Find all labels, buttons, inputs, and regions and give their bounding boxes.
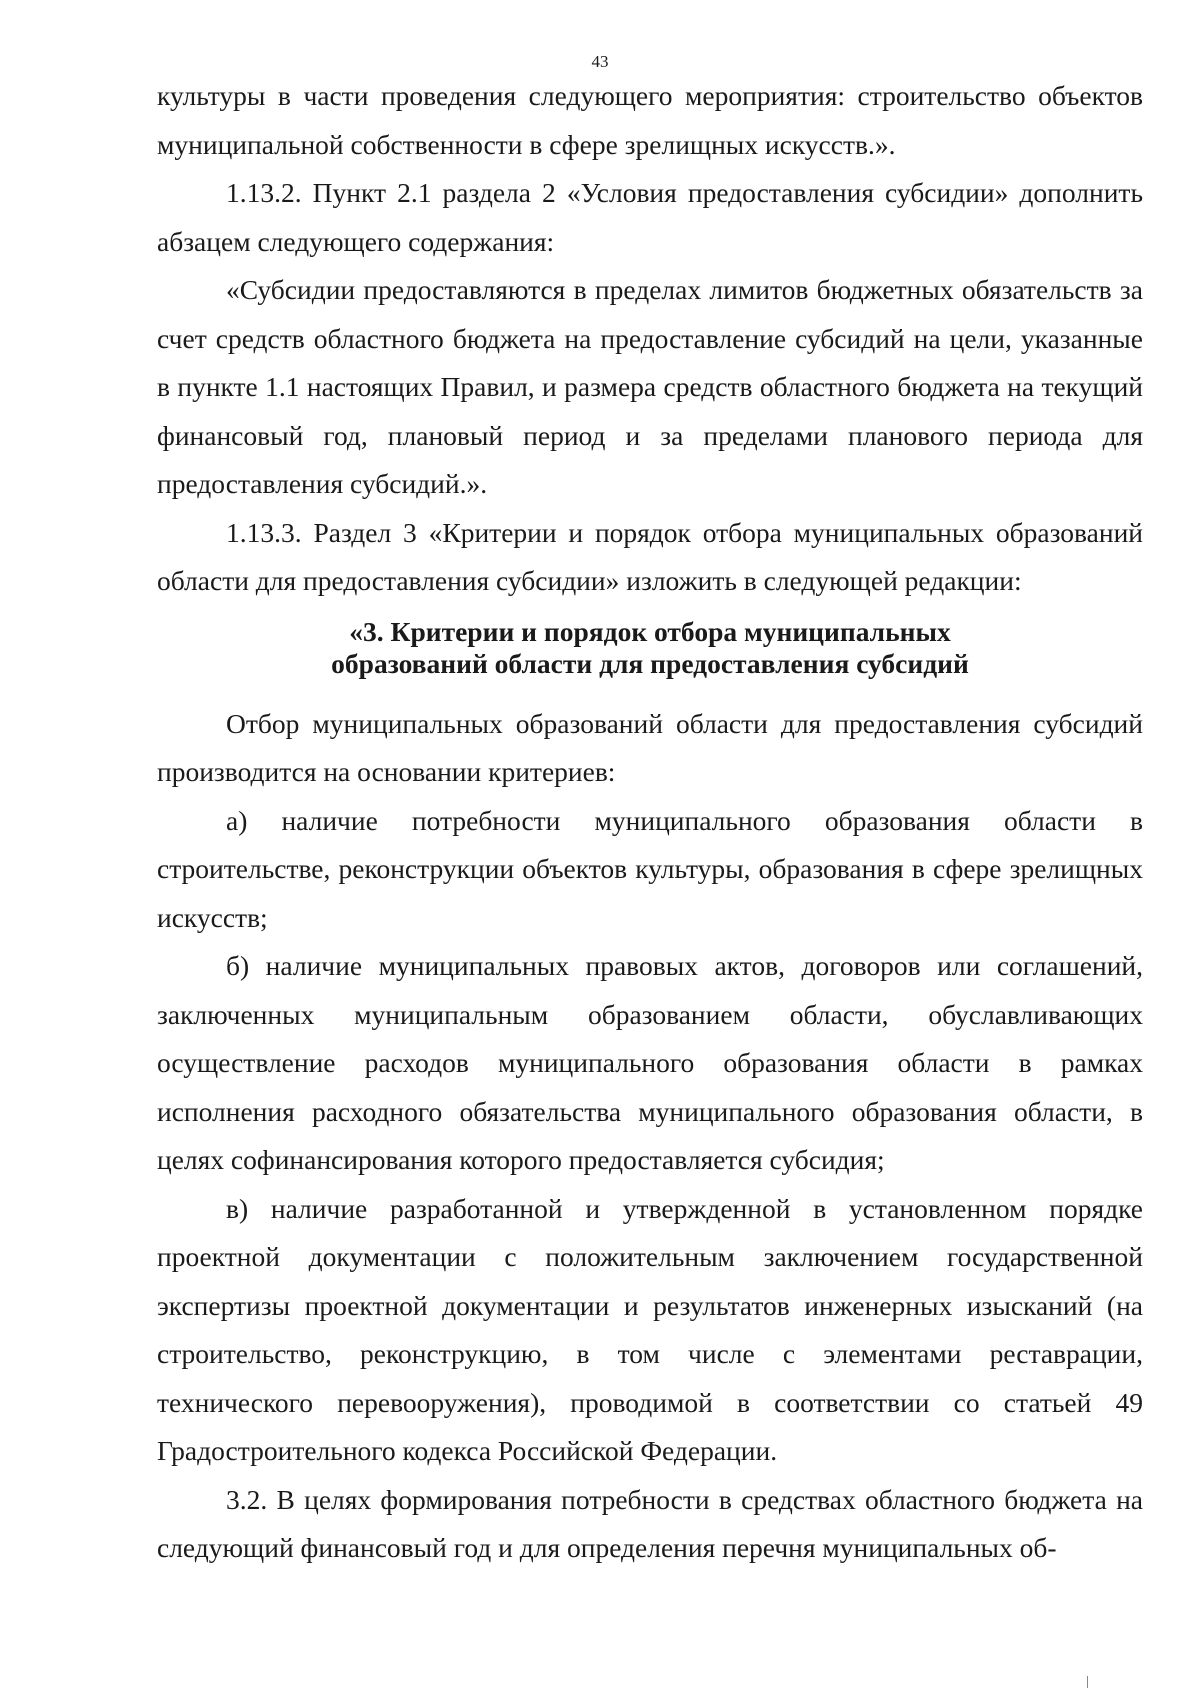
page-number: 43 xyxy=(591,52,609,71)
paragraph-3-2: 3.2. В целях формирования потребности в средствах областного бюджета на следующий финансовый год и для определения перечня муниципальных об- xyxy=(157,1483,1143,1563)
paragraph-selection-intro: Отбор муниципальных образований области для предоставления субсидий производится на основании критериев: xyxy=(157,707,1143,787)
criterion-b: б) наличие муниципальных правовых актов, договоров или соглашений, заключенных муниципальным образованием области, обуславливающих осуществление расходов муниципального образования области в рамках исполнения расходного обязательства муниципального образования области, в целях софинансирования которого предоставляется субсидия; xyxy=(157,950,1143,1175)
section-heading-line-1: «3. Критерии и порядок отбора муниципальных xyxy=(349,615,951,647)
criterion-a: а) наличие потребности муниципального образования области в строительстве, реконструкции объектов культуры, образования в сфере зрелищных искусств; xyxy=(157,804,1143,933)
scan-edge-mark xyxy=(1087,1676,1088,1688)
criterion-v: в) наличие разработанной и утвержденной в установленном порядке проектной документации с положительным заключением государственной экспертизы проектной документации и результатов инженерных изысканий (на строительство, реконструкцию, в том числе с элементами реставрации, технического перевооружения), проводимой в соответствии со статьей 49 Градостроительного кодекса Российской Федерации. xyxy=(157,1192,1143,1466)
document-body xyxy=(157,72,1143,1573)
section-heading xyxy=(157,616,1143,680)
paragraph-quoted-subsidy-limits: «Субсидии предоставляются в пределах лимитов бюджетных обязательств за счет средств областного бюджета на предоставление субсидий на цели, указанные в пункте 1.1 настоящих Правил, и размера средств областного бюджета на текущий финансовый год, плановый период и за пределами планового периода для предоставления субсидий.». xyxy=(157,274,1143,499)
paragraph-1-13-2: 1.13.2. Пункт 2.1 раздела 2 «Условия предоставления субсидии» дополнить абзацем следующего содержания: xyxy=(157,177,1143,257)
paragraph-continuation: культуры в части проведения следующего мероприятия: строительство объектов муниципальной собственности в сфере зрелищных искусств.». xyxy=(157,80,1143,160)
section-heading-line-2: образований области для предоставления субсидий xyxy=(331,647,969,679)
paragraph-1-13-3: 1.13.3. Раздел 3 «Критерии и порядок отбора муниципальных образований области для предоставления субсидии» изложить в следующей редакции: xyxy=(157,516,1143,596)
